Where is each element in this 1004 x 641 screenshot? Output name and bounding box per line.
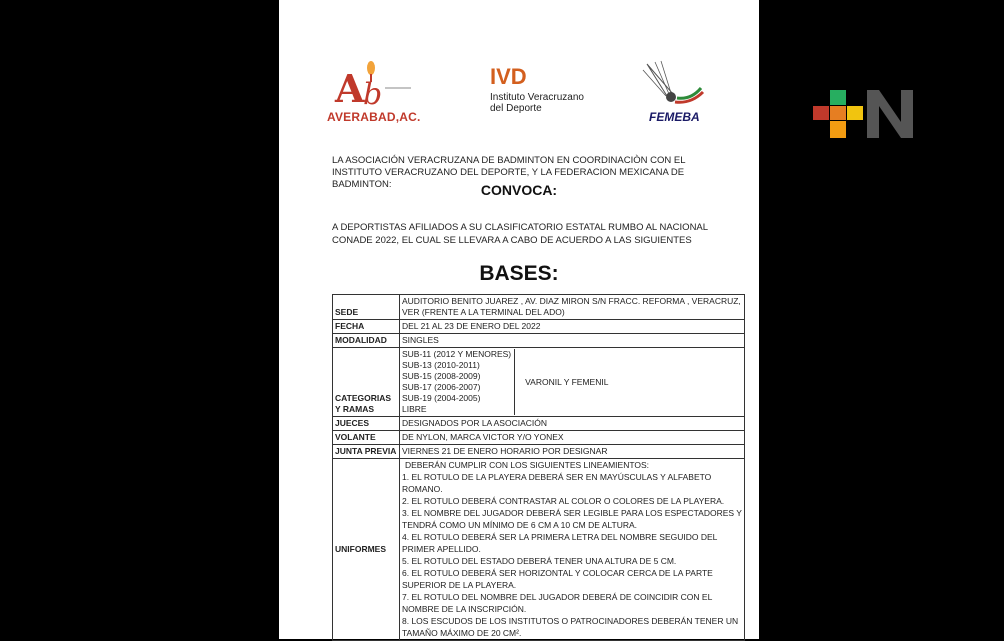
volante-value: DE NYLON, MARCA VICTOR Y/O YONEX: [400, 431, 745, 445]
table-row-uniformes: [333, 459, 745, 641]
ivd-logo-subtitle-2: del Deporte: [490, 103, 542, 114]
femeba-logo-text: FEMEBA: [649, 110, 700, 124]
averabad-logo: [327, 58, 421, 126]
categorias-list: [402, 349, 515, 415]
list-item: SUB-19 (2004-2005): [402, 393, 481, 403]
ivd-logo-subtitle-1: Instituto Veracruzano: [490, 92, 584, 103]
categorias-gender: VARONIL Y FEMENIL: [525, 376, 609, 387]
uniformes-head: DEBERÁN CUMPLIR CON LOS SIGUIENTES LINEAMIENTOS:: [405, 460, 650, 470]
broadcaster-n-logo: [813, 90, 915, 138]
uniformes-value: [400, 459, 745, 641]
convoca-heading: CONVOCA:: [480, 182, 558, 198]
svg-text:b: b: [363, 77, 383, 110]
volante-label: VOLANTE: [333, 431, 400, 445]
table-row-junta: [333, 445, 745, 459]
ivd-logo-title: IVD: [490, 64, 527, 89]
categorias-value: [400, 348, 745, 417]
list-item: 5. EL ROTULO DEL ESTADO DEBERÁ TENER UNA ALTURA DE 5 CM.: [402, 556, 677, 566]
averabad-emblem-icon: [327, 58, 417, 110]
list-item: 1. EL ROTULO DE LA PLAYERA DEBERÁ SER EN MAYÚSCULAS Y ALFABETO ROMANO.: [402, 472, 712, 494]
list-item: SUB-17 (2006-2007): [402, 382, 481, 392]
list-item: SUB-15 (2008-2009): [402, 371, 481, 381]
shuttlecock-icon: [639, 58, 709, 108]
table-row-fecha: [333, 320, 745, 334]
fecha-value: DEL 21 AL 23 DE ENERO DEL 2022: [400, 320, 745, 334]
document-page: [279, 0, 759, 639]
list-item: 4. EL ROTULO DEBERÁ SER LA PRIMERA LETRA DEL NOMBRE SEGUIDO DEL PRIMER APELLIDO.: [402, 532, 718, 554]
table-row-categorias: [333, 348, 745, 417]
femeba-logo: [639, 58, 709, 128]
invitation-paragraph: A DEPORTISTAS AFILIADOS A SU CLASIFICATORIO ESTATAL RUMBO AL NACIONAL CONADE 2022, EL CUAL SE LLEVARA A CABO DE ACUERDO A LAS SIGUIENTES: [332, 222, 708, 246]
modalidad-label: MODALIDAD: [333, 334, 400, 348]
sede-value: AUDITORIO BENITO JUAREZ , AV. DIAZ MIRON S/N FRACC. REFORMA , VERACRUZ, VER (FRENTE A LA TERMINAL DEL ADO): [400, 295, 745, 320]
table-row-modalidad: [333, 334, 745, 348]
fecha-label: FECHA: [333, 320, 400, 334]
table-row-jueces: [333, 417, 745, 431]
table-row-volante: [333, 431, 745, 445]
list-item: SUB-13 (2010-2011): [402, 360, 480, 370]
table-row-sede: [333, 295, 745, 320]
list-item: 8. LOS ESCUDOS DE LOS INSTITUTOS O PATROCINADORES DEBERÁN TENER UN TAMAÑO MÁXIMO DE 20 CM².: [402, 616, 739, 638]
list-item: 6. EL ROTULO DEBERÁ SER HORIZONTAL Y COLOCAR CERCA DE LA PARTE SUPERIOR DE LA PLAYERA.: [402, 568, 713, 590]
ivd-logo: [490, 66, 610, 114]
list-item: 7. EL ROTULO DEL NOMBRE DEL JUGADOR DEBERÁ DE COINCIDIR CON EL NOMBRE DE LA INSCRIPCIÓN.: [402, 592, 712, 614]
jueces-value: DESIGNADOS POR LA ASOCIACIÓN: [400, 417, 745, 431]
modalidad-value: SINGLES: [400, 334, 745, 348]
bases-heading: BASES:: [479, 262, 559, 285]
list-item: SUB-11 (2012 Y MENORES): [402, 349, 512, 359]
uniformes-label: UNIFORMES: [333, 459, 400, 641]
categorias-label: CATEGORIAS Y RAMAS: [333, 348, 400, 417]
intro-text: LA ASOCIACIÓN VERACRUZANA DE BADMINTON EN COORDINACIÒN CON EL INSTITUTO VERACRUZANO DEL DEPORTE, Y LA FEDERACION MEXICANA DE BADMINTON:: [332, 155, 686, 190]
bases-table: [332, 294, 745, 641]
list-item: LIBRE: [402, 404, 427, 414]
svg-text:A: A: [335, 66, 365, 110]
averabad-logo-text: AVERABAD,AC.: [327, 110, 421, 124]
junta-value: VIERNES 21 DE ENERO HORARIO POR DESIGNAR: [400, 445, 745, 459]
list-item: 3. EL NOMBRE DEL JUGADOR DEBERÁ SER LEGIBLE PARA LOS ESPECTADORES Y TENDRÁ COMO UN MÍNIMO DE 6 CM A 10 CM DE ALTURA.: [402, 508, 742, 530]
junta-label: JUNTA PREVIA: [333, 445, 400, 459]
sede-label: SEDE: [333, 295, 400, 320]
jueces-label: JUECES: [333, 417, 400, 431]
list-item: 2. EL ROTULO DEBERÁ CONTRASTAR AL COLOR O COLORES DE LA PLAYERA.: [402, 496, 725, 506]
